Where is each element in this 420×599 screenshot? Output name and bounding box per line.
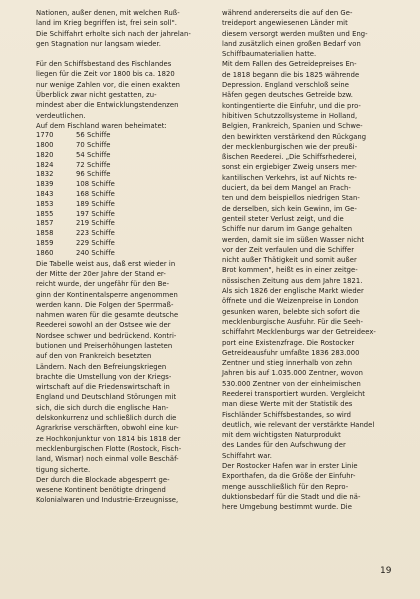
ship-count-cell: 56 Schiffe [76,131,111,140]
ship-count-cell: 197 Schiffe [76,209,115,218]
ship-count-cell: 240 Schiffe [76,248,115,257]
ship-count-cell: 54 Schiffe [76,150,111,159]
text-line: Brot kommen", heißt es in einer zeitge- [222,266,358,275]
ship-count-cell: 96 Schiffe [76,170,111,179]
text-line: kantilischen Verkehrs, ist auf Nichts re- [222,173,357,182]
text-line: Schiffbaumaterialien hatte. [222,50,317,59]
text-line: treideport angewiesenen Länder mit [222,19,348,28]
text-line: wirtschaft auf die Friedenswirtschaft in [36,383,170,392]
text-line: Die Schiffahrt erholte sich nach der jahrelan- [36,29,191,38]
ship-inventory-intro [36,59,208,131]
text-line: Agrarkrise verschärften, obwohl eine kur- [36,424,179,433]
text-line: Zentner und stieg innerhalb von zehn [222,359,353,368]
text-line: Fischländer Schiffsbestandes, so wird [222,410,351,419]
text-line: ze Hochkonjunktur von 1814 bis 1818 der [36,434,181,443]
year-cell: 1843 [36,190,54,199]
ship-count-row [36,151,115,161]
text-line: Häfen gegen deutsches Getreide bzw. [222,91,353,100]
text-line: kontingentierte die Einfuhr, und die pro- [222,101,361,110]
ship-count-row [36,229,115,239]
text-line: butionen und Preiserhöhungen lasteten [36,342,173,350]
text-line: Kolonialwaren und Industrie-Erzeugnisse, [36,496,179,505]
text-line: des Landes für den Aufschwung der [222,441,346,450]
text-line: den bewirkten verstärkend den Rückgang [222,132,367,141]
text-line: Nordsee schwer und bedrückend. Kontri- [36,331,177,340]
text-line: gen Stagnation nur langsam wieder. [36,39,161,48]
text-line: here Umgebung bestimmt wurde. Die [222,503,352,512]
text-line: land, Wismar) noch einmal volle Beschäf- [36,455,179,464]
year-cell: 1770 [36,131,54,140]
text-line: Schiffe nur darum im Gange gehalten [222,225,353,234]
text-line: auf den von Frankreich besetzten [36,352,152,361]
text-line: Nationen, außer denen, mit welchen Ruß- [36,9,180,17]
right-column-text [222,8,394,513]
text-line: Reederei sowohl an der Ostsee wie der [36,321,171,330]
text-line: genteil steter Verlust zeigt, und die [222,214,344,223]
text-line: liegen für die Zeit vor 1800 bis ca. 1820 [36,70,175,79]
text-line: menge ausschließlich für den Repro- [222,482,349,491]
text-line: port eine Existenzfrage. Die Rostocker [222,338,355,347]
year-cell: 1855 [36,209,54,218]
text-line: diesem versorgt werden mußten und Eng- [222,29,368,38]
text-line: öffnete und die Weizenpreise in London [222,297,359,306]
text-line: Der durch die Blockade abgesperrt ge- [36,475,170,484]
year-cell: 1857 [36,219,54,228]
text-line: Mit dem Fallen des Getreidepreises En- [222,60,357,69]
text-line: duciert, da bei dem Mangel an Frach- [222,184,351,193]
text-line: nössischen Zeitung aus dem Jahre 1821. [222,276,363,285]
ship-count-cell: 189 Schiffe [76,199,115,208]
text-line: Die Tabelle weist aus, daß erst wieder in [36,259,176,268]
text-line: Reederei transportiert wurden. Vergleicht [222,389,365,398]
text-line: Als sich 1826 der englische Markt wieder [222,287,364,296]
ship-count-cell: 229 Schiffe [76,239,115,248]
text-line: Getreideausfuhr umfaßte 1836 283.000 [222,348,360,357]
text-line: der Mitte der 20er Jahre der Stand er- [36,269,166,278]
text-line: nicht außer Thätigkeit und somit außer [222,256,357,265]
year-cell: 1839 [36,180,54,189]
text-line: deutlich, wie relevant der verstärkte Handel [222,420,375,429]
text-line: verdeutlichen. [36,111,86,120]
text-line: duktionsbedarf für die Stadt und die nä- [222,492,361,501]
text-line: Exporthafen, da die Größe der Einfuhr- [222,472,356,481]
text-line: Depression. England verschloß seine [222,81,349,90]
year-cell: 1853 [36,199,54,208]
text-line: ginn der Kontinentalsperre angenommen [36,290,178,299]
ship-count-cell: 72 Schiffe [76,160,111,169]
year-cell: 1860 [36,248,54,257]
text-line: der mecklenburgischen wie der preußi- [222,142,358,151]
text-line: gesunken waren, belebte sich sofort die [222,307,360,316]
text-line: Für den Schiffsbestand des Fischlandes [36,60,172,69]
text-line: mecklenburgische Ausfuhr. Für die Seeh- [222,317,364,326]
text-line: brachte die Umstellung von der Kriegs- [36,372,172,381]
text-line: de 1818 begann die bis 1825 währende [222,70,360,79]
text-line: 530.000 Zentner von der einheimischen [222,379,361,388]
year-cell: 1800 [36,141,54,150]
text-line: mecklenburgischen Flotte (Rostock, Fisch- [36,444,182,453]
year-cell: 1858 [36,229,54,238]
ship-count-row [36,239,115,249]
text-line: ßischen Reederei. „Die Schiffsrhederei, [222,153,357,162]
ship-count-row [36,180,115,190]
ship-count-cell: 168 Schiffe [76,190,115,199]
ship-count-table [36,131,115,258]
year-cell: 1824 [36,160,54,169]
text-line: delskonkurrenz und schließlich durch die [36,414,177,423]
year-cell: 1859 [36,239,54,248]
text-line: werden kann. Die Folgen der Sperrmaß- [36,300,174,309]
page-number: 19 [380,566,392,576]
text-line: ten und dem beispiellos niedrigen Stan- [222,194,360,203]
ship-count-table-body [36,131,115,258]
text-line: wesene Kontinent benötigte dringend [36,486,166,495]
text-line: Jahren bis auf 1.035.000 Zentner, wovon [222,369,364,378]
text-line: Ländern. Nach den Befreiungskriegen [36,362,167,371]
ship-count-row [36,210,115,220]
paragraph-gap [36,49,208,59]
ship-count-row [36,141,115,151]
intro-paragraph [36,8,208,49]
ship-count-cell: 70 Schiffe [76,141,111,150]
text-line: land im Krieg begriffen ist, frei sein soll". [36,19,178,28]
ship-count-row [36,219,115,229]
text-line: Der Rostocker Hafen war in erster Linie [222,462,358,471]
text-line: sonst ein ergiebiger Zweig unsers mer- [222,163,357,172]
text-line: Überblick zwar nicht gestatten, zu- [36,91,157,100]
text-line: England und Deutschland Störungen mit [36,393,177,402]
text-line: land zusätzlich einen großen Bedarf von [222,39,361,48]
text-line: nur wenige Zahlen vor, die einen exakten [36,80,181,89]
ship-count-row [36,131,115,141]
text-line: Schiffahrt war. [222,451,272,460]
ship-count-row [36,170,115,180]
ship-count-cell: 223 Schiffe [76,229,115,238]
right-text-column [222,8,394,513]
text-line: vor der Zeit verfaulen und die Schiffer [222,245,355,254]
text-line: werden, damit sie im süßen Wasser nicht [222,235,365,244]
text-line: Auf dem Fischland waren beheimatet: [36,121,167,130]
left-text-column [36,8,208,506]
year-cell: 1820 [36,150,54,159]
text-line: mit dem wichtigsten Naturprodukt [222,431,341,440]
ship-count-row [36,161,115,171]
text-line: mindest aber die Entwicklungstendenzen [36,101,179,110]
text-line: tigung sicherte. [36,465,91,474]
text-line: nahmen waren für die gesamte deutsche [36,311,179,320]
text-line: Belgien, Frankreich, Spanien und Schwe- [222,122,363,131]
ship-count-cell: 108 Schiffe [76,180,115,189]
text-line: man diese Werte mit der Statistik des [222,400,353,409]
ship-count-row [36,190,115,200]
year-cell: 1832 [36,170,54,179]
text-line: hibitiven Schutzzollsysteme in Holland, [222,111,358,120]
ship-count-row [36,249,115,259]
text-line: schiffahrt Mecklenburgs war der Getreideex- [222,328,376,337]
ship-count-row [36,200,115,210]
analysis-paragraph [36,259,208,506]
text-line: reicht wurde, der ungefähr für den Be- [36,280,170,289]
text-line: sich, die sich durch die englische Han- [36,403,169,412]
text-line: während andererseits die auf den Ge- [222,9,353,17]
text-line: de derselben, sich kein Gewinn, im Ge- [222,204,357,213]
ship-count-cell: 219 Schiffe [76,219,115,228]
